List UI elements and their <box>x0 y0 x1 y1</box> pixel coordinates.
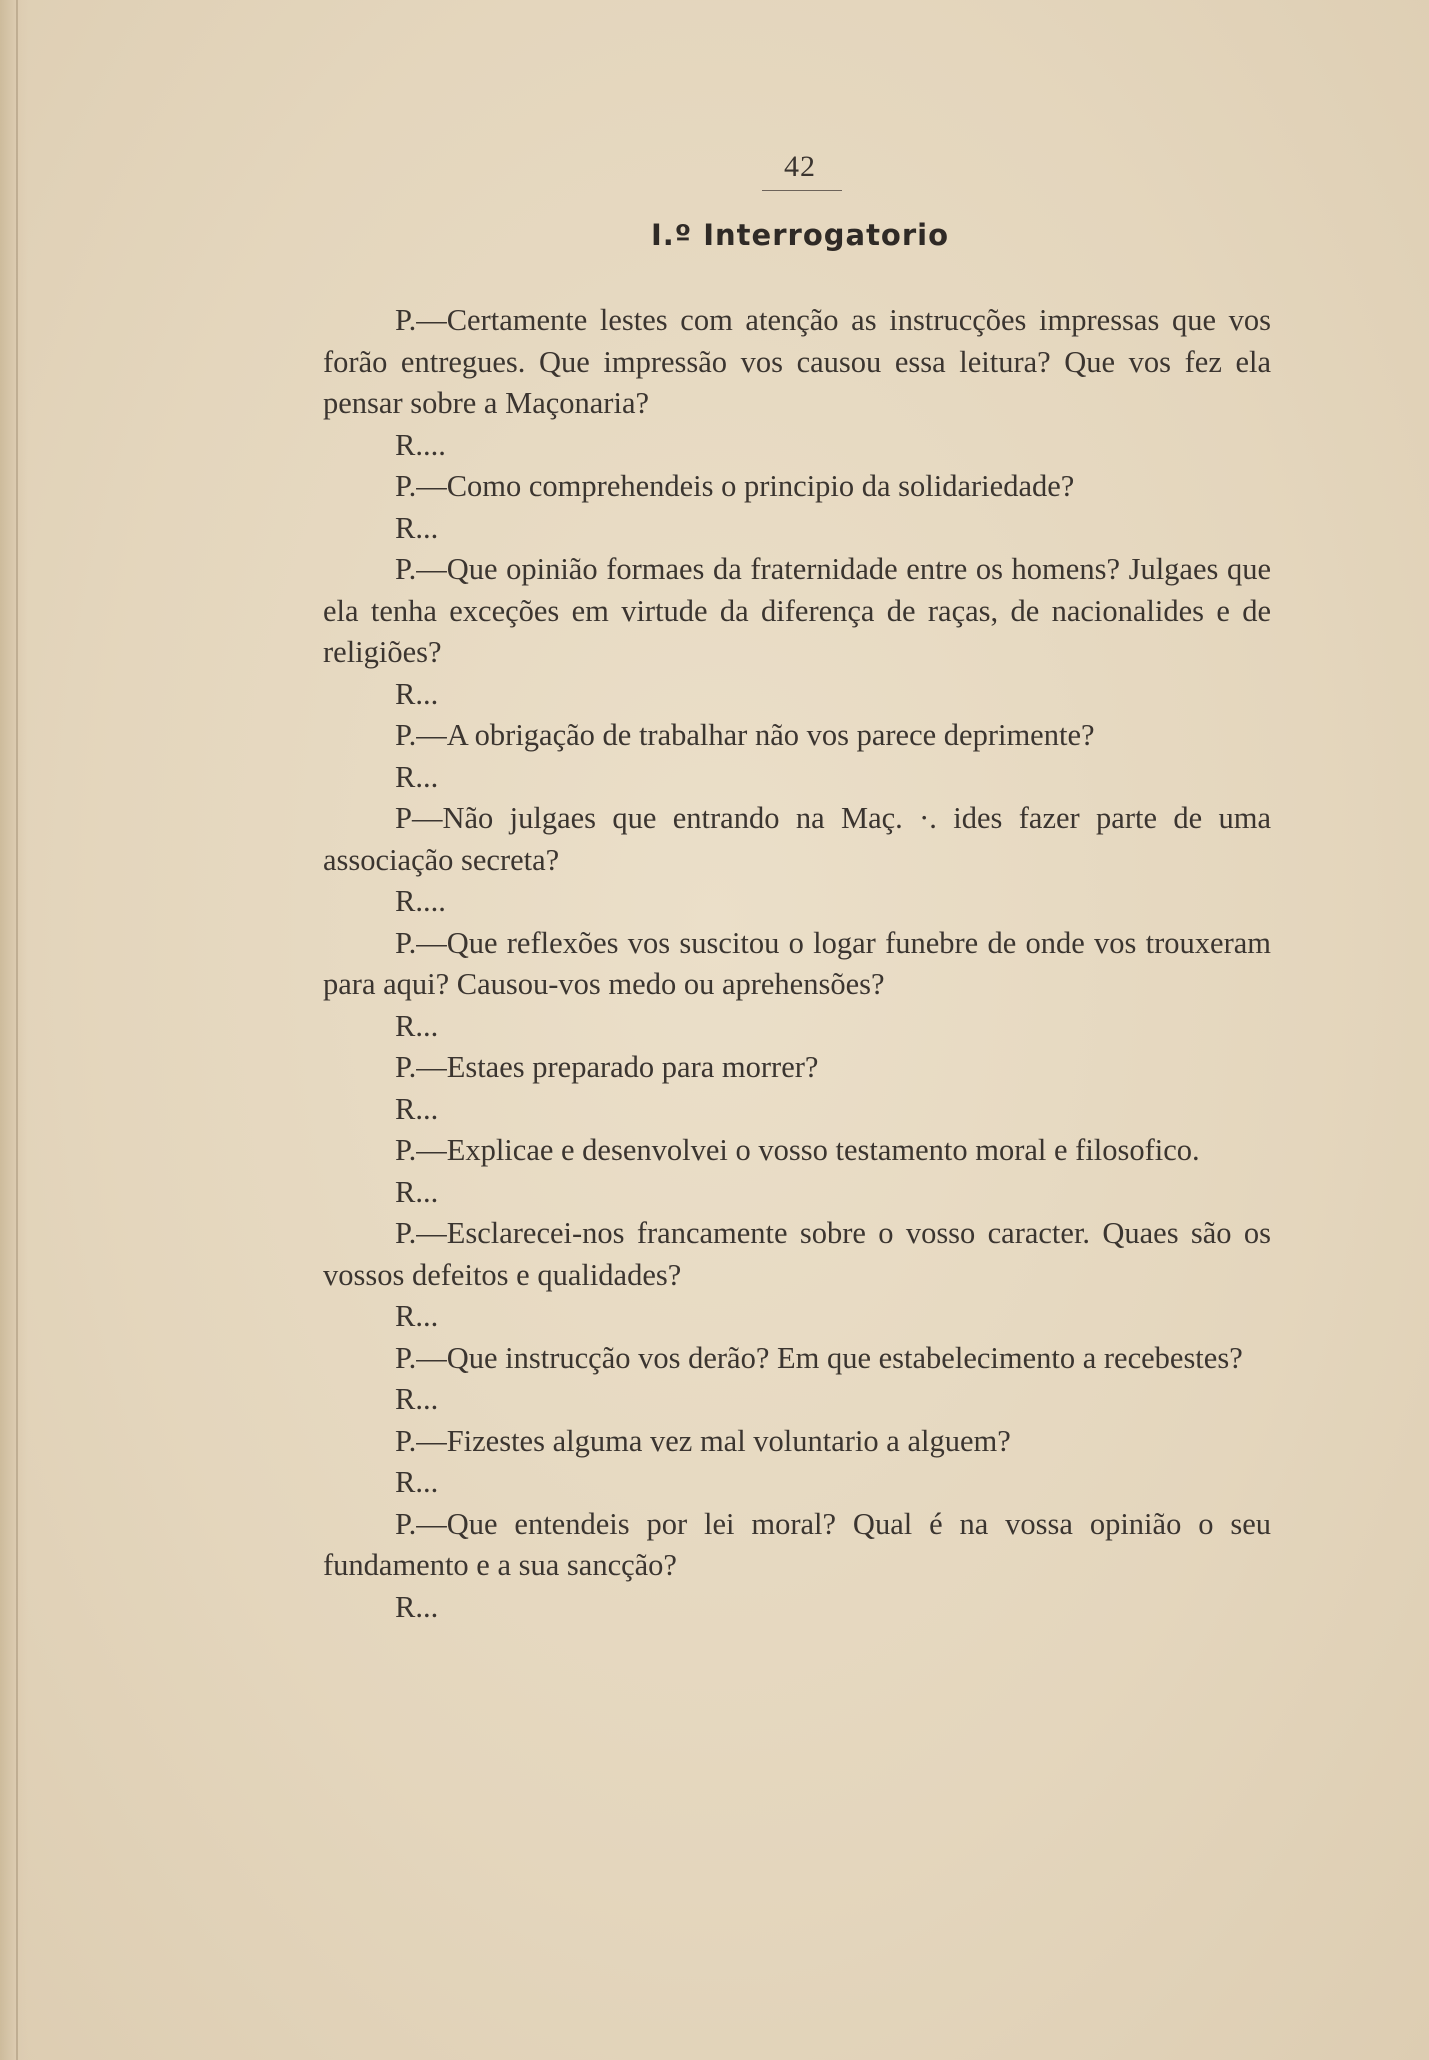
question-8: P.—Explicae e desenvolvei o vosso testamento moral e filosofico. <box>395 1133 1200 1167</box>
page-number-rule <box>762 190 842 191</box>
question-9: P.—Esclarecei-nos francamente sobre o vosso caracter. Quaes são os vossos defeitos e qualidades? <box>323 1216 1271 1292</box>
answer-3: R... <box>395 676 439 711</box>
answer-1: R.... <box>395 427 446 462</box>
question-12: P.—Que entendeis por lei moral? Qual é na vossa opinião o seu fundamento e a sua sancção? <box>323 1506 1271 1582</box>
question-4: P.—A obrigação de trabalhar não vos parece deprimente? <box>395 718 1095 752</box>
answer-4: R... <box>395 759 439 794</box>
spine-fold-line <box>16 0 18 2060</box>
question-7: P.—Estaes preparado para morrer? <box>395 1050 819 1084</box>
section-heading: I.º Interrogatorio <box>650 218 950 252</box>
question-1: P.—Certamente lestes com atenção as instrucções impressas que vos forão entregues. Que impressão vos causou essa leitura? Que vos fez ela pensar sobre a Maçonaria? <box>323 303 1271 420</box>
question-5: P—Não julgaes que entrando na Maç. ·. ides fazer parte de uma associação secreta? <box>323 801 1271 877</box>
question-2: P.—Como comprehendeis o principio da solidariedade? <box>395 469 1075 503</box>
answer-9: R... <box>395 1299 439 1333</box>
answer-10: R... <box>395 1382 439 1416</box>
question-6: P.—Que reflexões vos suscitou o logar funebre de onde vos trouxeram para aqui? Causou-vos medo ou aprehensões? <box>323 925 1271 1001</box>
page-number: 42 <box>784 150 816 183</box>
answer-11: R... <box>395 1465 439 1499</box>
answer-6: R... <box>395 1008 439 1043</box>
interrogation-text <box>323 300 1271 1628</box>
answer-2: R... <box>395 510 439 545</box>
page-spine-shadow <box>0 0 28 2060</box>
answer-5: R.... <box>395 884 446 918</box>
answer-8: R... <box>395 1174 439 1209</box>
answer-12: R... <box>395 1589 439 1624</box>
question-10: P.—Que instrucção vos derão? Em que estabelecimento a recebestes? <box>395 1340 1243 1375</box>
answer-7: R... <box>395 1091 439 1126</box>
question-3: P.—Que opinião formaes da fraternidade entre os homens? Julgaes que ela tenha exceções em virtude da diferença de raças, de nacionalides e de religiões? <box>323 552 1271 669</box>
question-11: P.—Fizestes alguma vez mal voluntario a alguem? <box>395 1423 1011 1458</box>
